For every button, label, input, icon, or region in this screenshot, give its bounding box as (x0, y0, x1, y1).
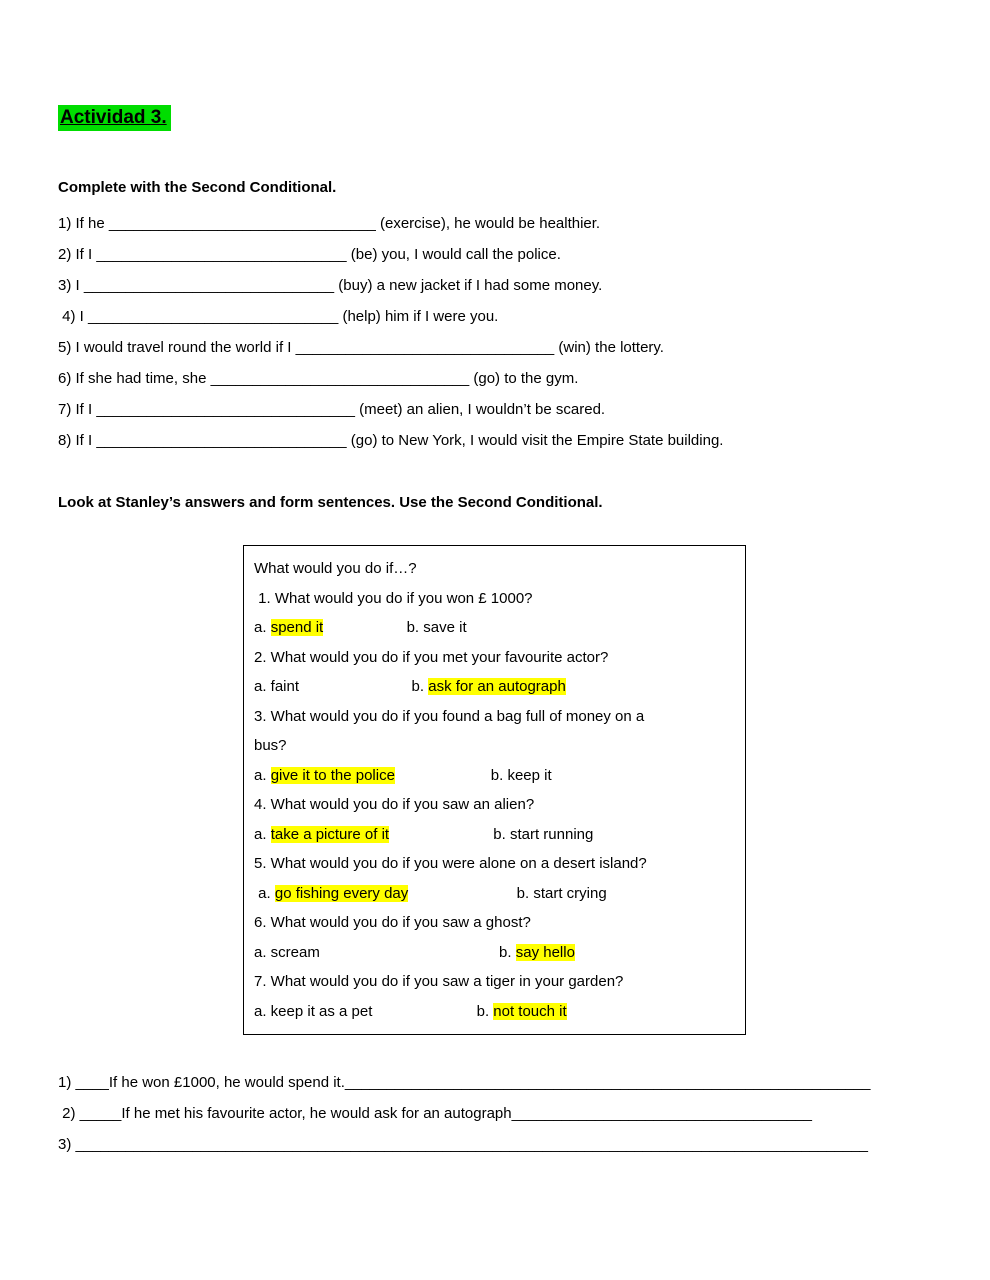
box-text: a. keep it as a pet b. (254, 1002, 494, 1020)
box-line (254, 849, 735, 879)
exercise-heading: Complete with the Second Conditional. (58, 179, 337, 196)
box-text: b. save it (323, 619, 467, 636)
exercise-line: 2) If I ______________________________ (be) you, I would call the police. (58, 246, 561, 263)
box-text: 1. What would you do if you won £ 1000? (254, 589, 533, 607)
box-line (254, 643, 735, 673)
box-text: b. keep it (394, 766, 552, 784)
box-text: 2. What would you do if you met your favourite actor? (254, 648, 609, 666)
box-text: a. (254, 884, 275, 902)
box-line (254, 938, 735, 968)
box-text: b. start running (389, 825, 594, 843)
box-text: b. start crying (408, 884, 607, 902)
box-text: 4. What would you do if you saw an alien? (254, 796, 535, 813)
box-text: 5. What would you do if you were alone on a desert island? (254, 855, 647, 872)
box-line (254, 672, 735, 702)
box-line (254, 790, 735, 820)
box-text: 6. What would you do if you saw a ghost? (254, 914, 531, 931)
box-text: a. (254, 619, 271, 636)
box-line (254, 731, 735, 761)
exercise-line: 4) I ______________________________ (help) him if I were you. (58, 308, 499, 325)
box-text: a. faint b. (254, 678, 429, 695)
box-line (254, 761, 735, 791)
box-text: a. (254, 825, 271, 843)
answers-list (58, 1067, 932, 1160)
exercise-line: 1) If he ________________________________ (exercise), he would be healthier. (58, 215, 601, 232)
highlighted-answer: not touch it (493, 1002, 567, 1020)
box-line (254, 613, 735, 643)
box-line (254, 702, 735, 732)
answer-line: 1) ____If he won £1000, he would spend it._______________________________________________________________ (58, 1074, 871, 1091)
answer-line: 3) _______________________________________________________________________________________________ (58, 1136, 869, 1153)
box-text: 7. What would you do if you saw a tiger in your garden? (254, 973, 624, 990)
page-title: Actividad 3. (58, 105, 171, 131)
box-text: a. (254, 766, 271, 784)
box-text: a. scream b. (254, 943, 516, 961)
highlighted-answer: say hello (515, 943, 575, 961)
box-text: What would you do if…? (254, 560, 417, 577)
highlighted-answer: spend it (270, 619, 324, 636)
answer-line: 2) _____If he met his favourite actor, he would ask for an autograph____________________________________ (58, 1105, 812, 1122)
box-line (254, 997, 735, 1027)
box-text: 3. What would you do if you found a bag full of money on a (254, 707, 645, 725)
questions-box (243, 545, 746, 1035)
exercise-line: 3) I ______________________________ (buy) a new jacket if I had some money. (58, 277, 603, 294)
highlighted-answer: take a picture of it (270, 825, 390, 843)
box-line (254, 554, 735, 584)
box-line (254, 584, 735, 614)
exercise-line: 7) If I _______________________________ (meet) an alien, I wouldn’t be scared. (58, 401, 606, 418)
exercise-line: 8) If I ______________________________ (go) to New York, I would visit the Empire State building. (58, 432, 724, 449)
page-title-line (58, 104, 932, 133)
highlighted-answer: give it to the police (270, 766, 395, 784)
highlighted-answer: go fishing every day (274, 884, 409, 902)
exercise-list (58, 208, 932, 456)
exercise-line: 6) If she had time, she _______________________________ (go) to the gym. (58, 370, 579, 387)
box-text: bus? (254, 737, 287, 754)
task2-heading: Look at Stanley’s answers and form sentences. Use the Second Conditional. (58, 494, 603, 511)
exercise-line: 5) I would travel round the world if I _______________________________ (win) the lottery. (58, 339, 664, 356)
box-line (254, 879, 735, 909)
box-line (254, 967, 735, 997)
box-line (254, 908, 735, 938)
highlighted-answer: ask for an autograph (428, 678, 566, 695)
box-line (254, 820, 735, 850)
